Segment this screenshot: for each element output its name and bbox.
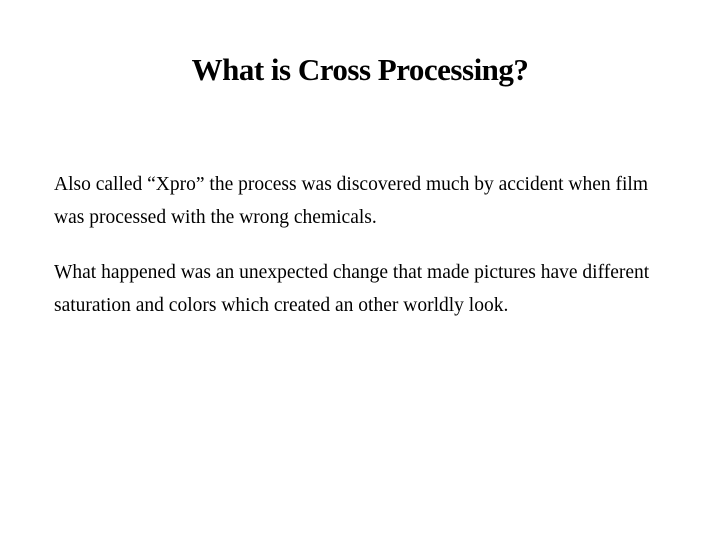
slide-title: What is Cross Processing? bbox=[191, 52, 529, 87]
paragraph-xpro-definition: Also called “Xpro” the process was discovered much by accident when film was processed with the wrong chemicals. bbox=[54, 174, 649, 228]
slide-body bbox=[54, 168, 674, 344]
paragraph-xpro-effect: What happened was an unexpected change that made pictures have different saturation and colors which created an other worldly look. bbox=[54, 262, 650, 316]
